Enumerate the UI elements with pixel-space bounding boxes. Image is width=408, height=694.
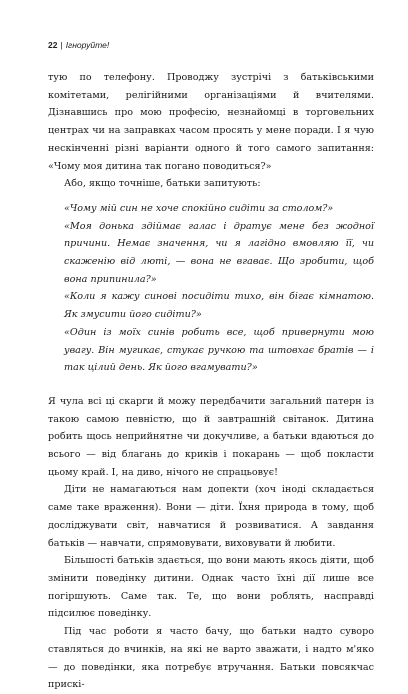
paragraph: Під час роботи я часто бачу, що батьки надто суворо ставляться до вчинків, на які не варто зважати, і надто м'яко — до поведінки, яка потребує втручання. Батьки повсякчас прискі-: [48, 626, 374, 691]
quote: «Чому мій син не хоче спокійно сидіти за столом?»: [64, 202, 334, 214]
paragraph: Більшості батьків здається, що вони мають якось діяти, щоб змінити поведінку дитини. Однак часто їхні дії лише все погіршують. Саме так. Те, що вони роблять, насправді підсилює поведінку.: [48, 555, 374, 620]
paragraph: тую по телефону. Проводжу зустрічі з батьківськими комітетами, релігійними організаціями й вчителями. Дізнавшись про мою професію, незнайомці в торговельних центрах чи на заправках часом просять у мене поради. І я чую нескінченні різні варіанти одного й того самого запитання: «Чому моя дитина так погано поводиться?»: [48, 72, 374, 172]
paragraph: Я чула всі ці скарги й можу передбачити загальний патерн із такою самою певністю, що й завтрашній світанок. Дитина робить щось неприйнятне чи докучливе, а батьки вдаються до всього — від благань до криків і покарань — щоб покласти цьому край. І, на диво, нічого не спрацьовує!: [48, 395, 374, 478]
paragraph: Діти не намагаються нам допекти (хоч іноді складається саме таке враження). Вони — діти. Їхня природа в тому, щоб досліджувати світ, навчатися й розвиватися. А завдання батьків — навчати, спрямовувати, виховувати й любити.: [48, 484, 374, 549]
quote-block: [64, 200, 374, 377]
running-header: [48, 40, 109, 50]
header-separator: |: [60, 40, 63, 50]
page-number: 22: [48, 40, 58, 50]
quote: «Моя донька здіймає галас і дратує мене без жодної причини. Немає значення, чи я лагідно вмовляю її, чи скаженію від люті, — вона не вгаває. Що зробити, щоб вона припинила?»: [64, 220, 374, 285]
paragraph: Або, якщо точніше, батьки запитують:: [64, 178, 261, 190]
section-gap: [48, 377, 374, 393]
quote: «Один із моїх синів робить все, щоб привернути мою увагу. Він мугикає, стукає ручкою та штовхає братів — і так цілий день. Як його вгамувати?»: [64, 326, 374, 374]
chapter-title: Ігноруйте!: [65, 40, 110, 50]
page-body: [48, 69, 374, 694]
quote: «Коли я кажу синові посидіти тихо, він бігає кімнатою. Як змусити його сидіти?»: [64, 291, 374, 321]
